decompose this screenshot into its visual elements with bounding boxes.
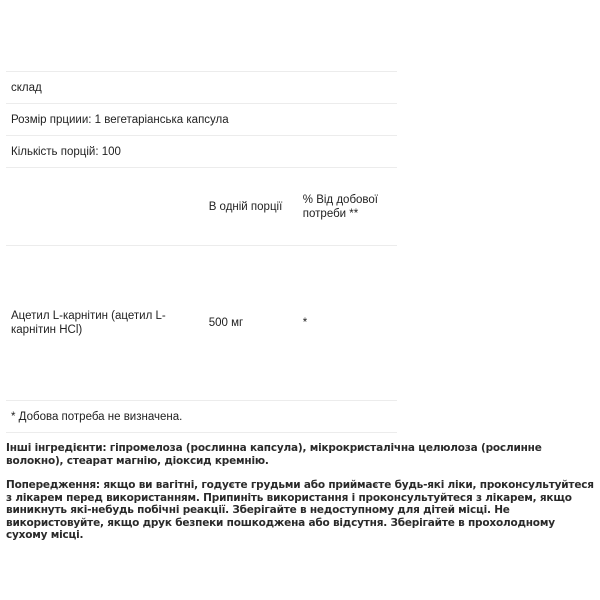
column-header-amount: В одній порції — [204, 168, 298, 246]
footnote-row — [6, 401, 397, 433]
column-header-name — [6, 168, 204, 246]
ingredient-name: Ацетил L-карнітин (ацетил L-карнітин HCl) — [6, 246, 204, 401]
supplement-facts-table — [6, 71, 397, 433]
other-ingredients: Інші інгредієнти: гіпромелоза (рослинна капсула), мікрокристалічна целюлоза (рослинне волокно), стеарат магнію, діоксид кремнію. — [6, 442, 542, 467]
column-header-daily-value: % Від добової потреби ** — [298, 168, 397, 246]
facts-title-row — [6, 72, 397, 104]
table-row — [6, 246, 397, 401]
ingredient-daily-value: * — [298, 246, 397, 401]
additional-info — [6, 442, 596, 554]
serving-size-row — [6, 104, 397, 136]
ingredient-amount: 500 мг — [204, 246, 298, 401]
table-header-row — [6, 168, 397, 246]
serving-size: Розмір прциии: 1 вегетаріанська капсула — [6, 104, 397, 136]
facts-title: склад — [6, 72, 397, 104]
servings-per-container: Кількість порцій: 100 — [6, 136, 397, 168]
footnote: * Добова потреба не визначена. — [6, 401, 397, 433]
warning-text: Попередження: якщо ви вагітні, годуєте грудьми або приймаєте будь-які ліки, проконсультуйтеся з лікарем перед використанням. Припиніть використання і проконсультуйтеся з лікарем, якщо виникнуть які-небудь побічні реакції. Зберігайте в недоступному для дітей місці. Не використовуйте, якщо друк безпеки пошкоджена або відсутня. Зберігайте в прохолодному сухому місці. — [6, 479, 594, 541]
servings-per-container-row — [6, 136, 397, 168]
